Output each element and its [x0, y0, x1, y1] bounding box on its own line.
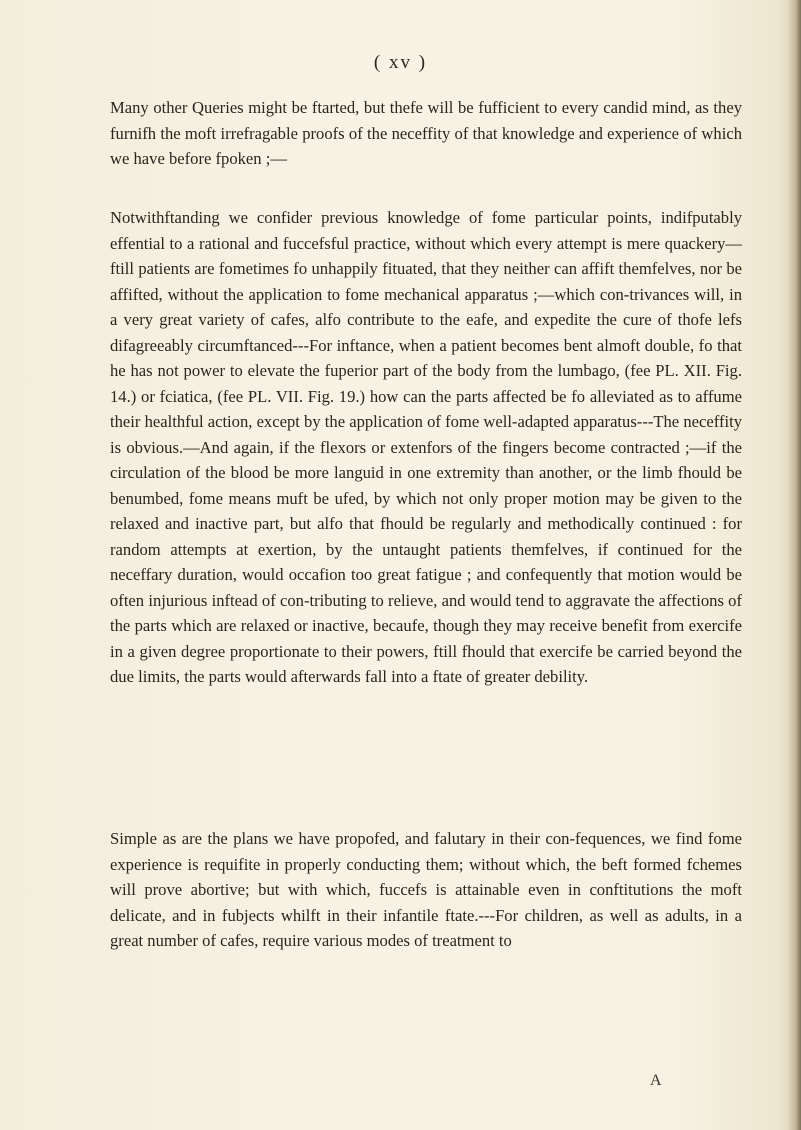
paragraph-simple-plans: [110, 826, 742, 954]
paragraph-text: Notwithftanding we confider previous knowledge of fome particular points, indifputably effential to a rational and fuccefsful practice, without which every attempt is mere quackery—ftill patients are fometimes fo unhappily fituated, that they neither can affift themfelves, nor be affifted, without the application to fome mechanical apparatus ;—which con-trivances will, in a very great variety of cafes, alfo contribute to the eafe, and expedite the cure of thofe lefs difagreeably circumftanced---For inftance, when a patient becomes bent almoft double, fo that he has not power to elevate the fuperior part of the body from the lumbago, (fee PL. XII. Fig. 14.) or fciatica, (fee PL. VII. Fig. 19.) how can the parts affected be fo alleviated as to affume their healthful action, except by the application of fome well-adapted apparatus---The neceffity is obvious.—And again, if the flexors or extenfors of the fingers become contracted ;—if the circulation of the blood be more languid in one extremity than another, or the limb fhould be benumbed, fome means muft be ufed, by which not only proper motion may be given to the relaxed and inactive part, but alfo that fhould be regularly and methodically continued : for random attempts at exertion, by the untaught patients themfelves, if continued for the neceffary duration, would occafion too great fatigue ; and confequently that motion would be often injurious inftead of con-tributing to relieve, and would tend to aggravate the affections of the parts which are relaxed or inactive, becaufe, though they may receive benefit from exercife in a given degree proportionate to their powers, ftill fhould that exercife be carried beyond the due limits, the parts would afterwards fall into a ftate of greater debility.: [110, 208, 742, 686]
page-edge-shadow: [787, 0, 801, 1130]
paragraph-text: Simple as are the plans we have propofed, and falutary in their con-fequences, we find fome experience is requifite in properly conducting them; without which, the beft formed fchemes will prove abortive; but with which, fuccefs is attainable even in conftitutions the moft delicate, and in fubjects whilft in their infantile ftate.---For children, as well as adults, in a great number of cafes, require various modes of treatment to: [110, 829, 742, 950]
paragraph-notwithstanding: [110, 205, 742, 690]
catchword-mark: A: [650, 1072, 662, 1089]
page-number: ( xv ): [373, 52, 428, 73]
paragraph-text: Many other Queries might be ftarted, but thefe will be fufficient to every candid mind, as they furnifh the moft irrefragable proofs of the neceffity of that knowledge and experience of which we have before fpoken ;—: [110, 98, 742, 168]
paragraph-queries: [110, 95, 742, 172]
